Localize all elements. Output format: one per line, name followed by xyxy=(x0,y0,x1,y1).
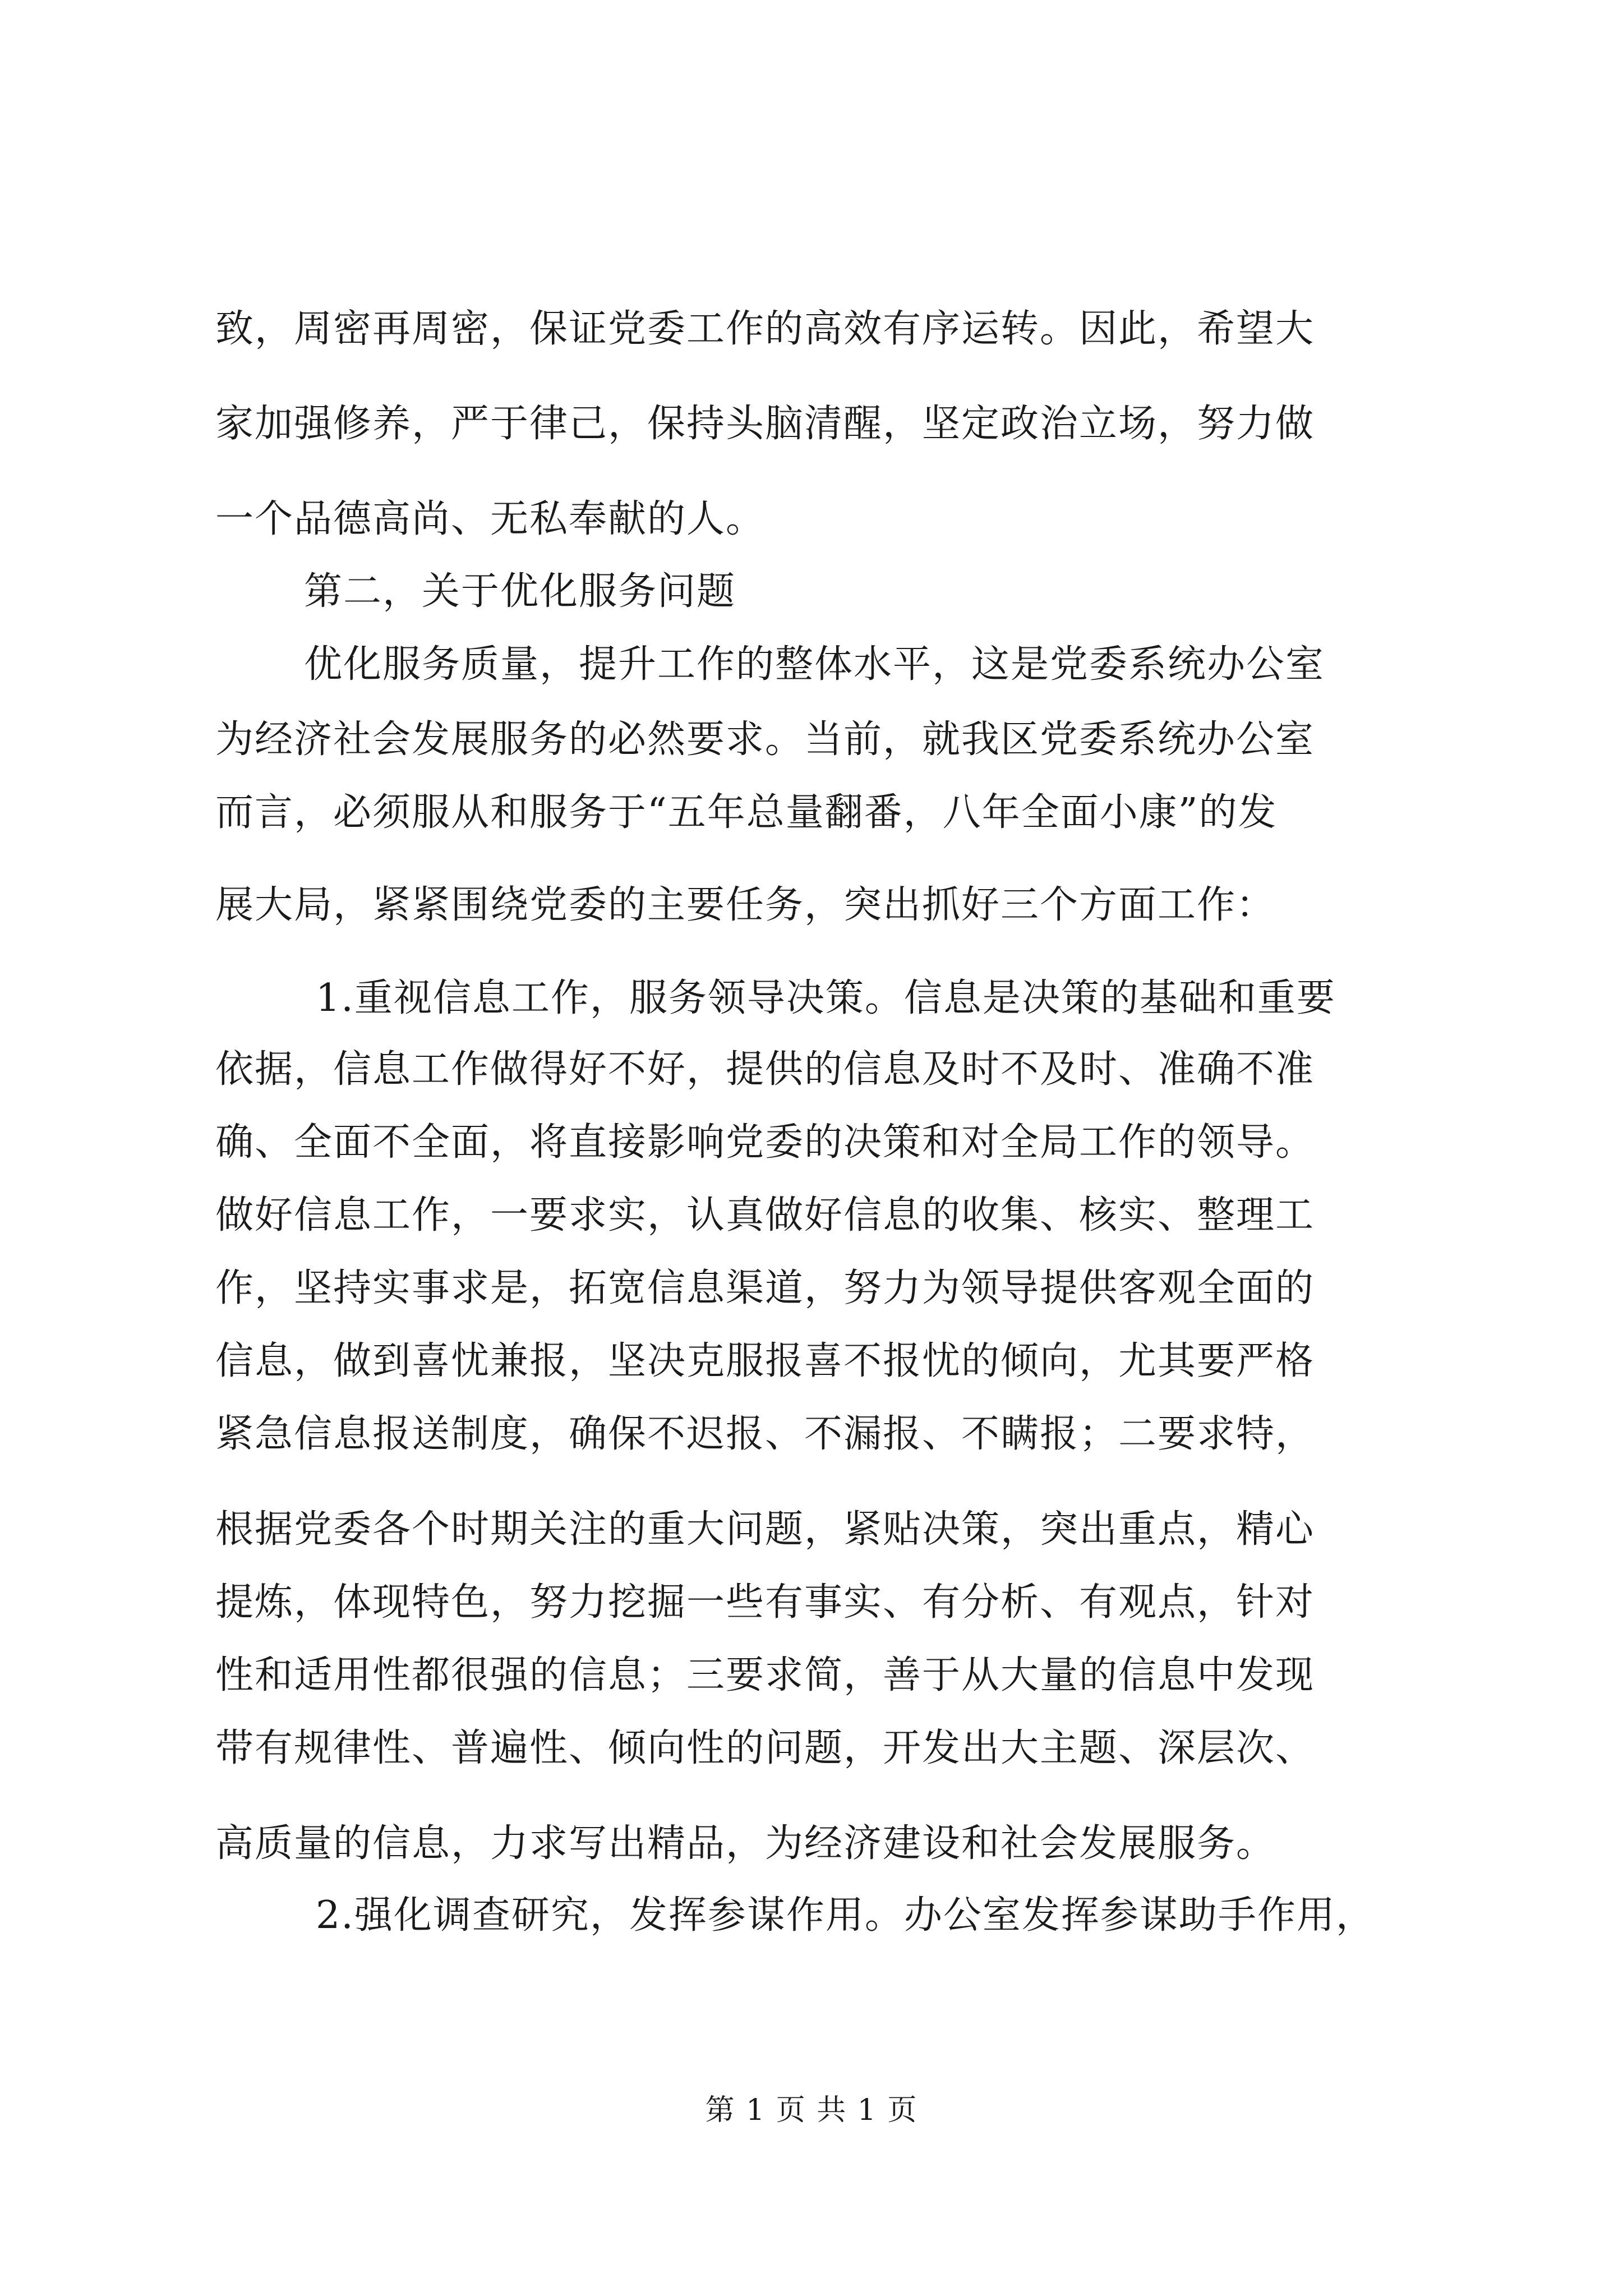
section-heading: 第二，关于优化服务问题 xyxy=(304,569,736,614)
body-text-line: 紧急信息报送制度，确保不迟报、不漏报、不瞒报；二要求特， xyxy=(215,1412,1315,1456)
body-text-line: 优化服务质量，提升工作的整体水平，这是党委系统办公室 xyxy=(304,642,1325,687)
body-text-line: 性和适用性都很强的信息；三要求简，善于从大量的信息中发现 xyxy=(215,1653,1315,1697)
body-text-line: 提炼，体现特色，努力挖掘一些有事实、有分析、有观点，针对 xyxy=(215,1580,1315,1625)
body-text-line: 依据，信息工作做得好不好，提供的信息及时不及时、准确不准 xyxy=(215,1047,1315,1092)
body-text-line: 2.强化调查研究，发挥参谋作用。办公室发挥参谋助手作用， xyxy=(316,1893,1375,1938)
body-text-line: 带有规律性、普遍性、倾向性的问题，开发出大主题、深层次、 xyxy=(215,1726,1315,1770)
body-text-line: 做好信息工作，一要求实，认真做好信息的收集、核实、整理工 xyxy=(215,1193,1315,1237)
body-text-line: 致，周密再周密，保证党委工作的高效有序运转。因此，希望大 xyxy=(215,307,1315,351)
page-number-footer: 第 1 页 共 1 页 xyxy=(705,2093,918,2127)
body-text-line: 高质量的信息，力求写出精品，为经济建设和社会发展服务。 xyxy=(215,1821,1276,1866)
body-text-line: 一个品德高尚、无私奉献的人。 xyxy=(215,497,766,541)
body-text-line: 展大局，紧紧围绕党委的主要任务，突出抓好三个方面工作： xyxy=(215,883,1276,927)
body-text-line: 信息，做到喜忧兼报，坚决克服报喜不报忧的倾向，尤其要严格 xyxy=(215,1339,1315,1383)
body-text-line: 为经济社会发展服务的必然要求。当前，就我区党委系统办公室 xyxy=(215,717,1315,762)
body-text-line: 作，坚持实事求是，拓宽信息渠道，努力为领导提供客观全面的 xyxy=(215,1266,1315,1310)
body-text-line: 确、全面不全面，将直接影响党委的决策和对全局工作的领导。 xyxy=(215,1120,1315,1165)
body-text-line: 根据党委各个时期关注的重大问题，紧贴决策，突出重点，精心 xyxy=(215,1507,1315,1552)
body-text-line: 而言，必须服从和服务于“五年总量翻番，八年全面小康”的发 xyxy=(215,790,1278,835)
body-text-line: 1.重视信息工作，服务领导决策。信息是决策的基础和重要 xyxy=(316,976,1336,1020)
body-text-line: 家加强修养，严于律己，保持头脑清醒，坚定政治立场，努力做 xyxy=(215,402,1315,446)
